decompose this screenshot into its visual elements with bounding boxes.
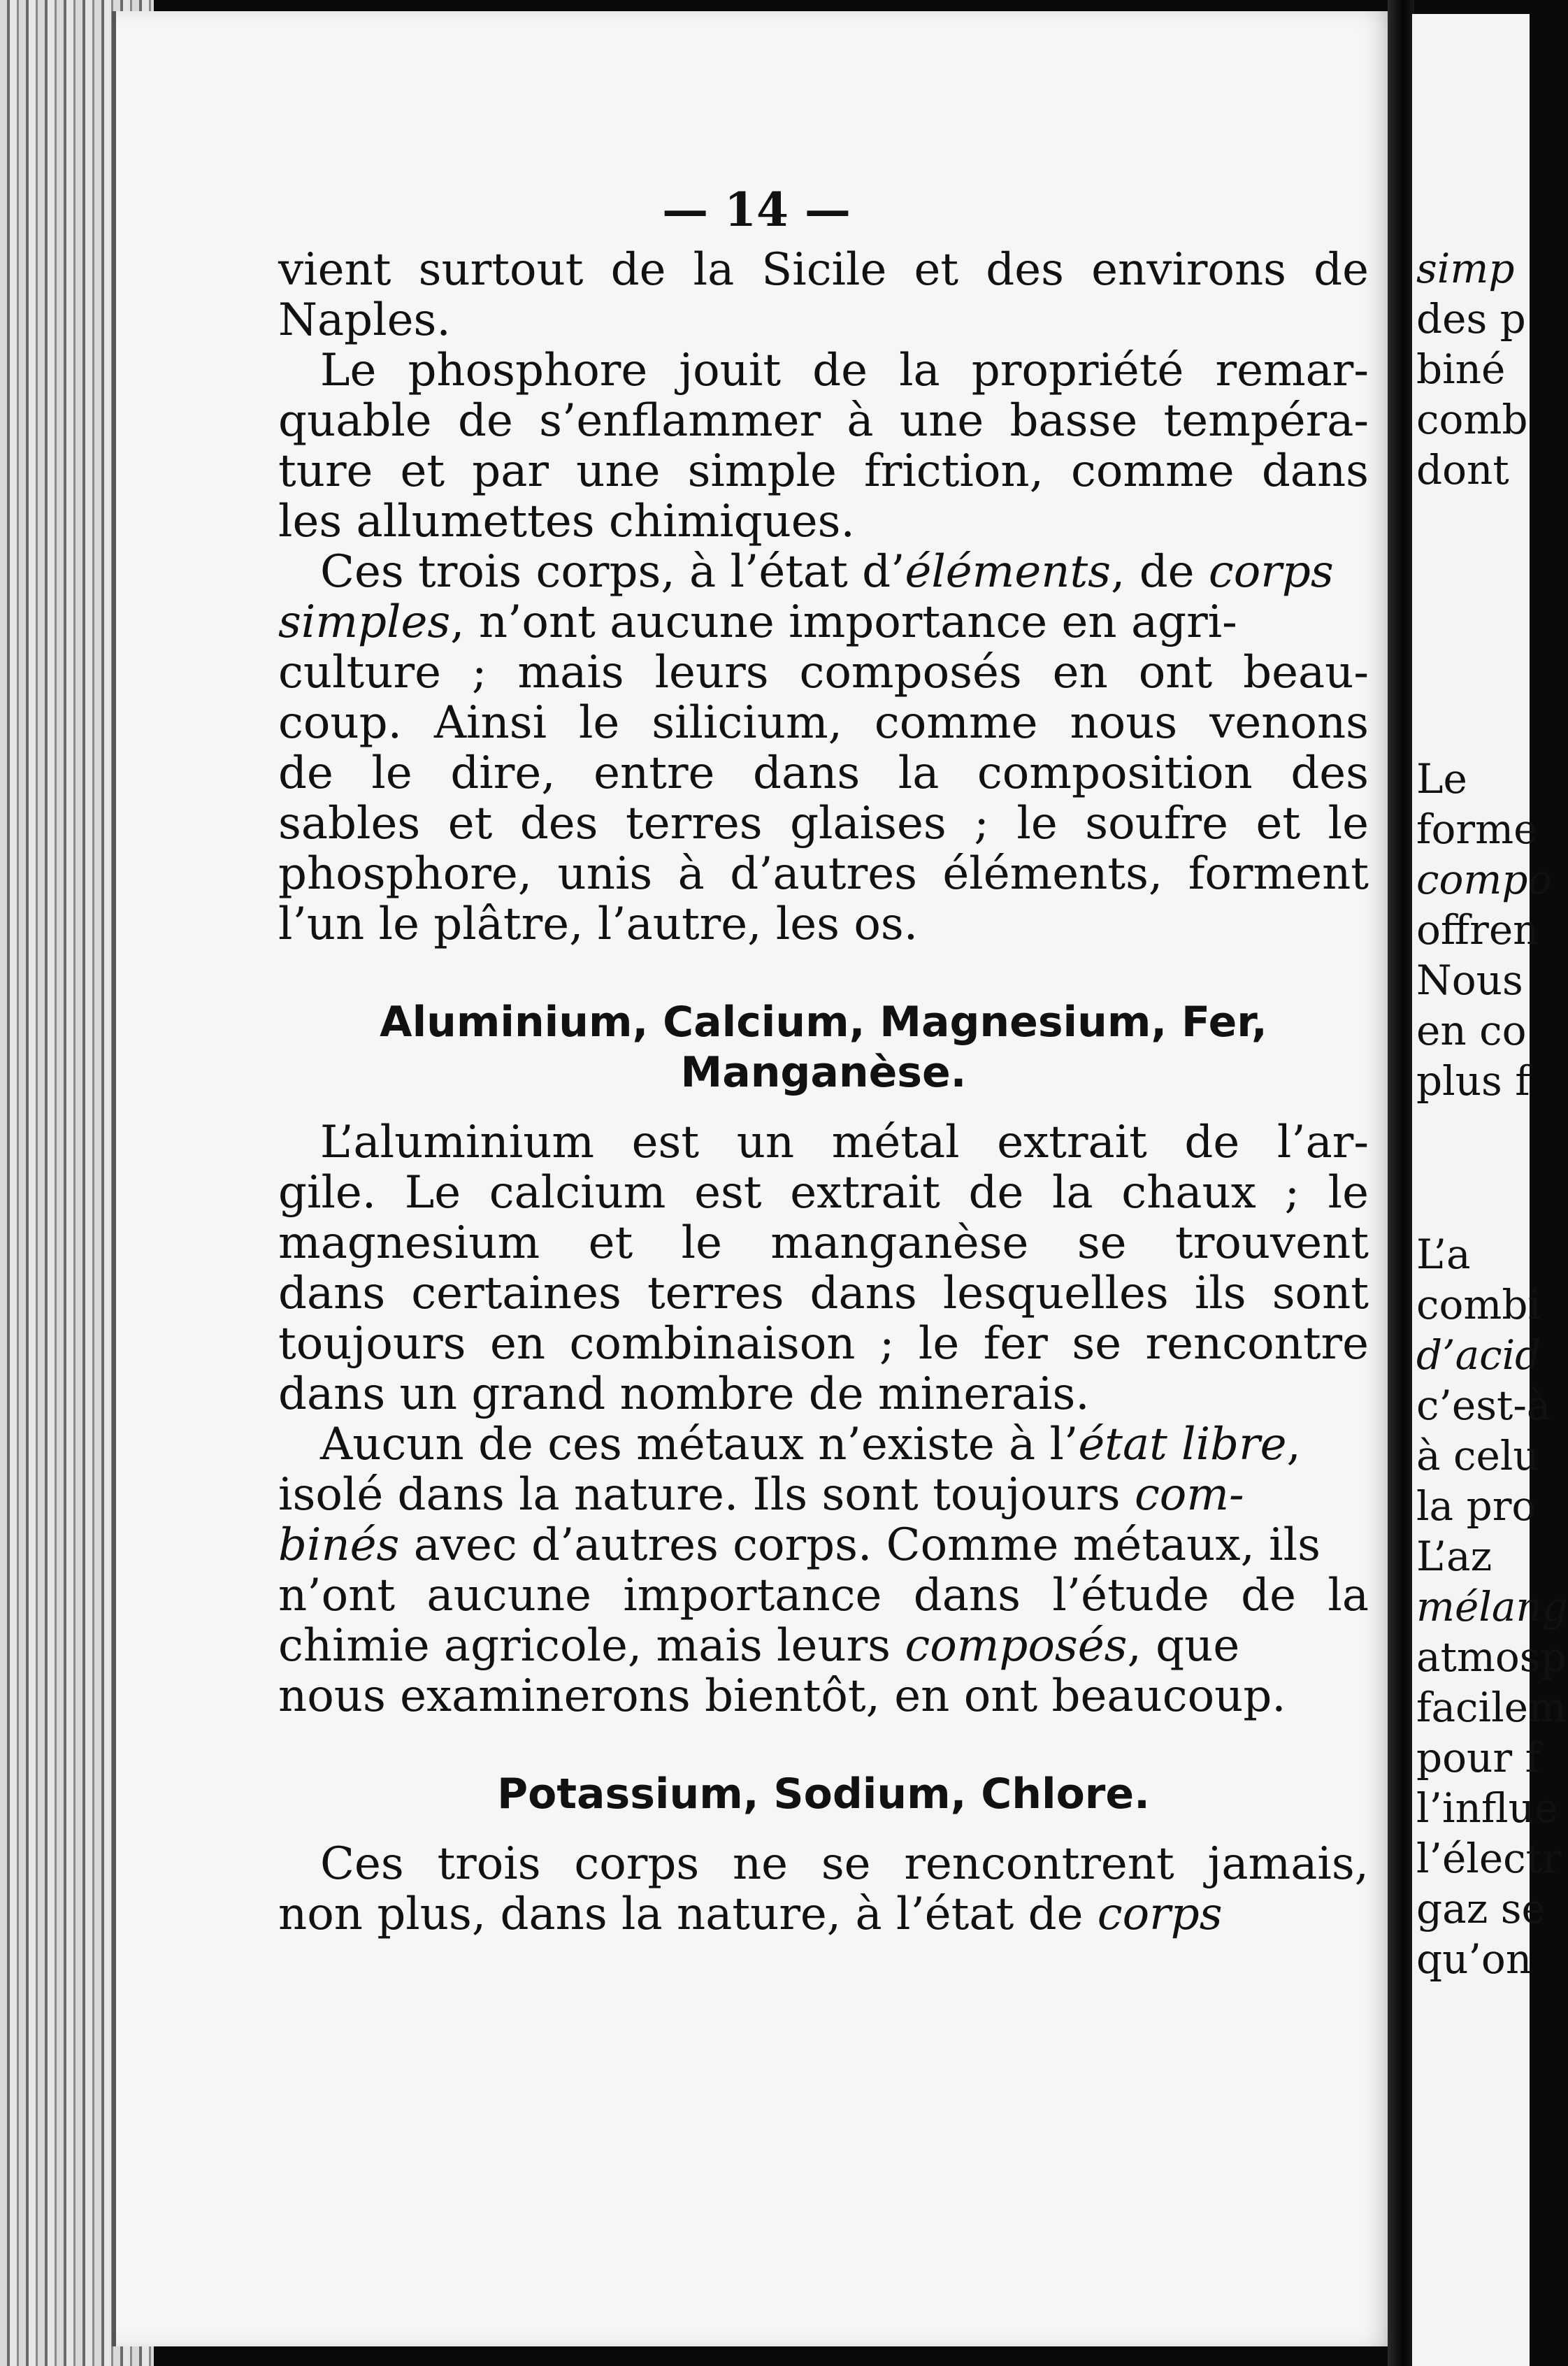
text-line: vient surtout de la Sicile et des environs de: [278, 244, 1369, 296]
text-run: ,: [1286, 1419, 1301, 1470]
text-line: nous examinerons bientôt, en ont beaucoup.: [278, 1670, 1286, 1722]
facing-line: mélang: [1416, 1583, 1568, 1630]
italic-run: composés: [905, 1620, 1128, 1672]
facing-line: L’a: [1416, 1231, 1471, 1278]
text-line: ture et par une simple friction, comme dans: [278, 445, 1369, 497]
text-line: Naples.: [278, 294, 451, 346]
text-line: magnesium et le manganèse se trouvent: [278, 1217, 1369, 1269]
facing-line: en co: [1416, 1007, 1527, 1054]
facing-line: Nous: [1416, 956, 1523, 1004]
facing-line: d’acid: [1416, 1331, 1541, 1379]
spacer: [278, 1098, 1369, 1117]
page-number: — 14 —: [662, 182, 851, 237]
facing-line: dont: [1416, 446, 1509, 494]
italic-run: corps: [1208, 546, 1334, 598]
text-run: , de: [1111, 546, 1209, 598]
text-line: [278, 1520, 1369, 1570]
italic-run: simples: [278, 596, 451, 648]
facing-line: compo: [1416, 856, 1553, 903]
spacer: [278, 949, 1369, 997]
facing-line: gaz se: [1416, 1885, 1546, 1933]
text-line: L’aluminium est un métal extrait de l’ar-: [320, 1117, 1369, 1168]
text-run: chimie agricole, mais leurs: [278, 1620, 905, 1672]
spacer: [278, 1721, 1369, 1769]
facing-line: l’influe: [1416, 1784, 1559, 1832]
italic-run: corps: [1097, 1888, 1223, 1940]
facing-line: comb: [1416, 396, 1528, 443]
facing-line: Le: [1416, 755, 1467, 803]
text-run: , que: [1127, 1620, 1240, 1672]
facing-line: c’est-à: [1416, 1382, 1551, 1429]
text-line: dans certaines terres dans lesquelles ils sont: [278, 1268, 1369, 1319]
text-run: avec d’autres corps. Comme métaux, ils: [399, 1519, 1321, 1571]
italic-run: éléments: [905, 546, 1111, 598]
italic-run: binés: [278, 1519, 400, 1571]
text-line: n’ont aucune importance dans l’étude de la: [278, 1570, 1369, 1621]
text-line: [278, 1889, 1369, 1940]
text-line: culture ; mais leurs composés en ont beau-: [278, 647, 1369, 698]
text-line: de le dire, entre dans la composition des: [278, 747, 1369, 799]
text-line: [278, 547, 1369, 597]
text-line: [278, 597, 1369, 647]
text-run: non plus, dans la nature, à l’état de: [278, 1888, 1098, 1940]
text-line: coup. Ainsi le silicium, comme nous venons: [278, 697, 1369, 749]
text-line: sables et des terres glaises ; le soufre et le: [278, 798, 1369, 849]
italic-run: état libre: [1078, 1419, 1287, 1470]
spacer: [278, 1819, 1369, 1839]
facing-line: biné: [1416, 345, 1506, 393]
facing-line: L’az: [1416, 1533, 1493, 1580]
text-line: [278, 1470, 1369, 1520]
text-run: , n’ont aucune importance en agri-: [450, 596, 1237, 648]
facing-line: qu’on: [1416, 1935, 1532, 1983]
text-line: gile. Le calcium est extrait de la chaux ; le: [278, 1167, 1369, 1219]
facing-line: plus f: [1416, 1057, 1530, 1105]
text-run: isolé dans la nature. Ils sont toujours: [278, 1469, 1135, 1521]
facing-line: forme: [1416, 805, 1538, 853]
text-line: Ces trois corps ne se rencontrent jamais,: [320, 1838, 1369, 1890]
facing-line: la pro: [1416, 1482, 1537, 1530]
facing-line: facilem: [1416, 1684, 1567, 1731]
text-line: toujours en combinaison ; le fer se rencontre: [278, 1318, 1369, 1370]
section-heading: Potassium, Sodium, Chlore.: [497, 1770, 1150, 1819]
facing-page: [1412, 14, 1568, 2366]
section-heading: Manganèse.: [680, 1048, 967, 1097]
facing-line: des p: [1416, 295, 1526, 343]
text-line: Le phosphore jouit de la propriété remar-: [320, 345, 1369, 396]
text-run: Aucun de ces métaux n’existe à l’: [320, 1419, 1079, 1470]
book-gutter: [1388, 0, 1414, 2366]
facing-line: l’électr: [1416, 1835, 1562, 1882]
facing-line: à celu: [1416, 1432, 1539, 1479]
italic-run: com-: [1134, 1469, 1244, 1521]
text-line: quable de s’enflammer à une basse tempéra-: [278, 395, 1369, 447]
text-line: [278, 1419, 1369, 1470]
facing-line: simp: [1416, 245, 1515, 292]
section-heading: Aluminium, Calcium, Magnesium, Fer,: [380, 998, 1267, 1047]
facing-line: combi: [1416, 1281, 1541, 1328]
facing-line: atmosp: [1416, 1633, 1567, 1681]
facing-line: pour f: [1416, 1734, 1541, 1781]
body-text: [278, 245, 1369, 1940]
text-line: l’un le plâtre, l’autre, les os.: [278, 898, 919, 950]
text-line: [278, 1621, 1369, 1671]
text-run: Ces trois corps, à l’état d’: [320, 546, 905, 598]
text-line: dans un grand nombre de minerais.: [278, 1368, 1090, 1420]
text-line: phosphore, unis à d’autres éléments, forment: [278, 848, 1369, 900]
text-line: les allumettes chimiques.: [278, 496, 855, 547]
facing-line: offren: [1416, 906, 1539, 954]
